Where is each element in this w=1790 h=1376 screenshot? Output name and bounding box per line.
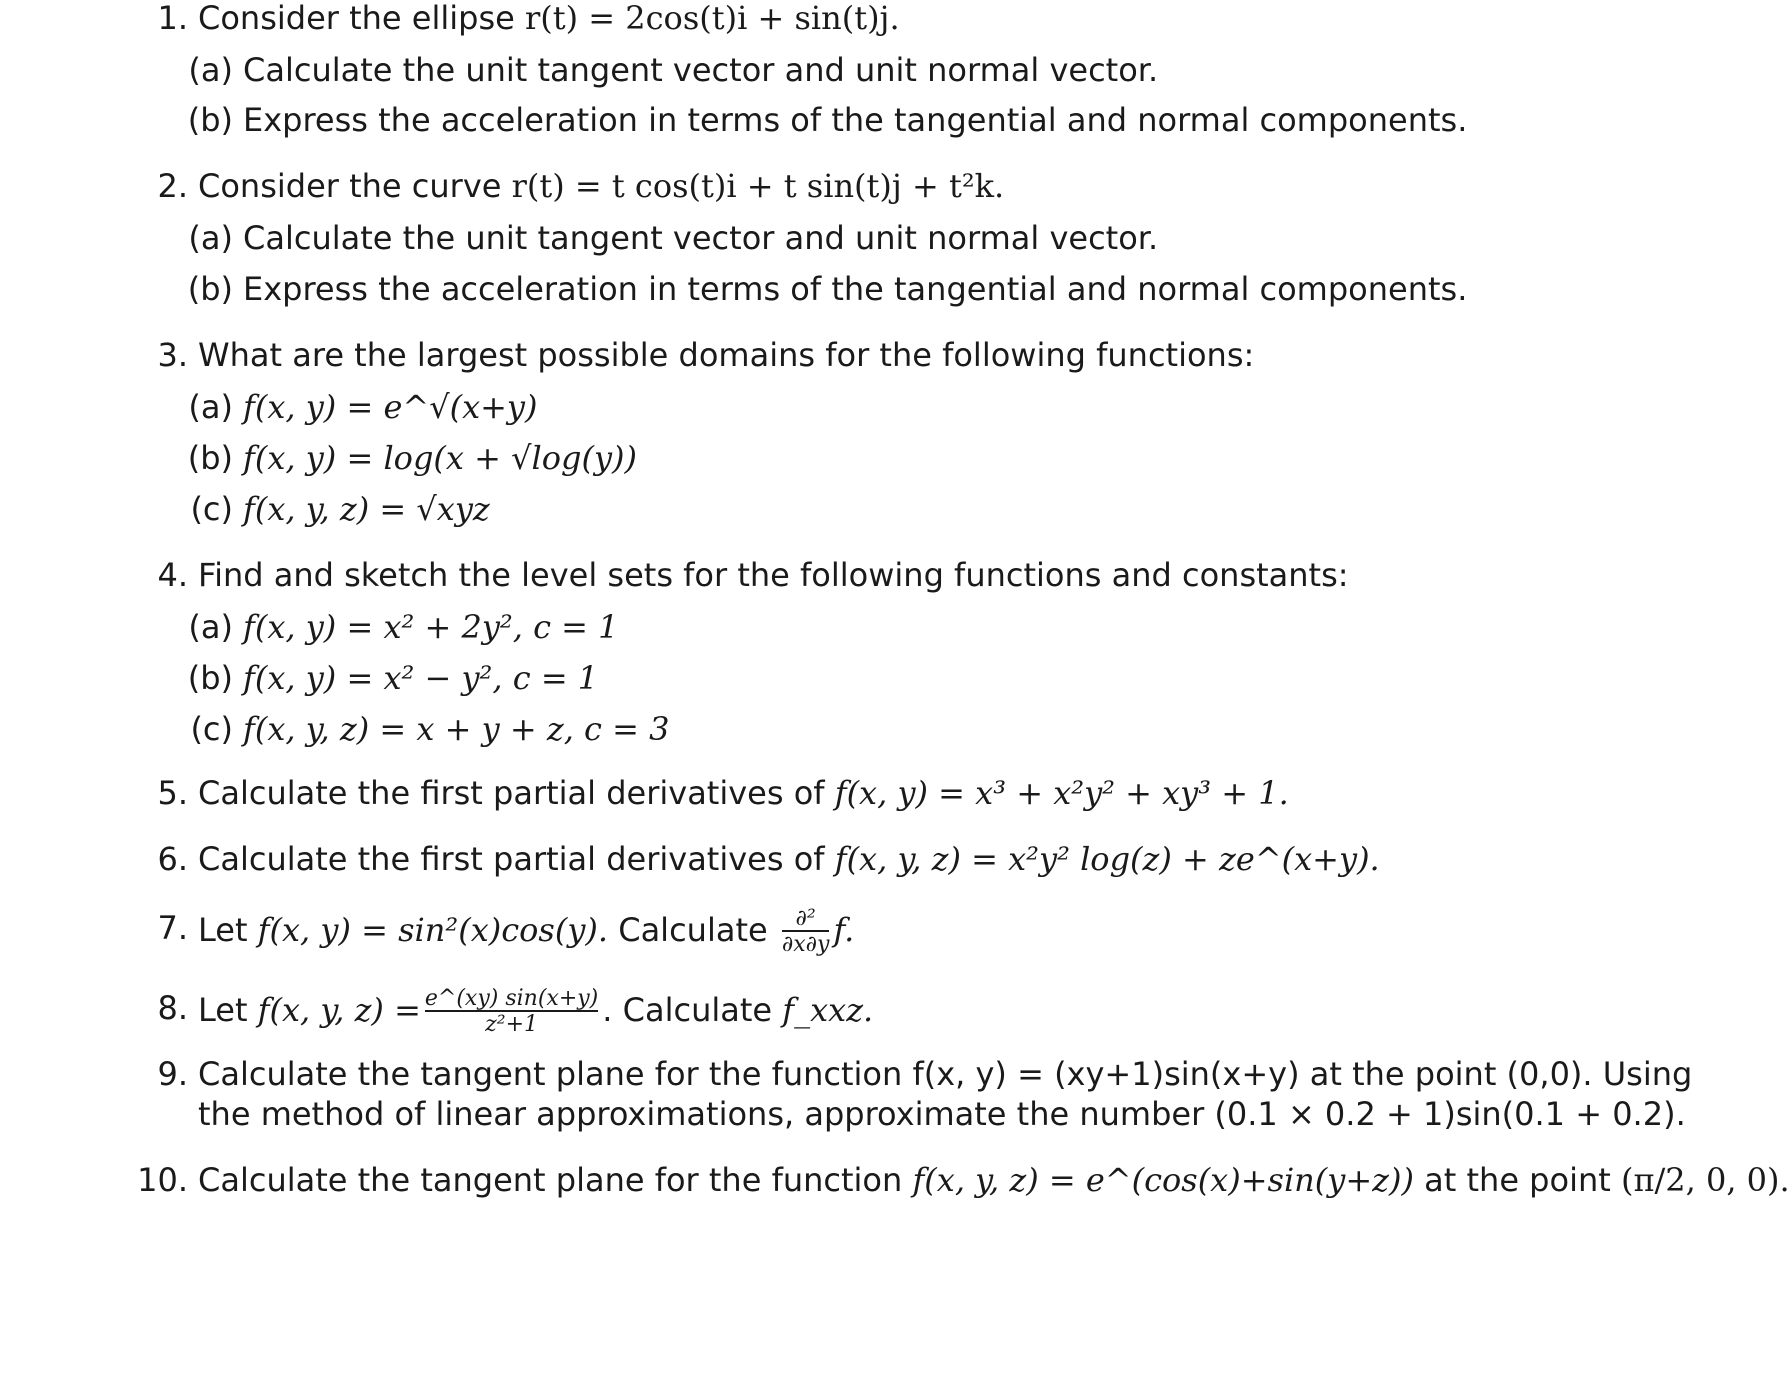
problem-text: Calculate the first partial derivatives of (198, 840, 835, 878)
problem-text: Let (198, 911, 258, 949)
problem-number: 2. (157, 167, 188, 205)
problem-formula: f(x, y, z) = (257, 991, 421, 1029)
problem-text-middle: at the point (1413, 1161, 1621, 1199)
part-label: (b) (187, 270, 233, 308)
function-fraction (425, 988, 598, 1036)
part-formula: f(x, y) = e^√(x+y) (243, 388, 538, 426)
part-label: (a) (188, 388, 233, 426)
part-text: Calculate the unit tangent vector and unit normal vector. (243, 219, 1159, 257)
problem-suffix: f. (833, 911, 855, 949)
problem-text: Calculate the tangent plane for the function (198, 1161, 913, 1199)
part-label: (c) (190, 490, 233, 528)
problem-number: 7. (157, 909, 188, 947)
part-text: Express the acceleration in terms of the tangential and normal components. (243, 101, 1468, 139)
problem-text: Calculate the tangent plane for the function f(x, y) = (xy+1)sin(x+y) at the point (0,0). Using (198, 1055, 1693, 1093)
fraction-numerator: ∂² (795, 906, 816, 931)
problem-number: 9. (157, 1055, 188, 1093)
problem-text-middle: Calculate (608, 911, 778, 949)
problem-point: (π/2, 0, 0). (1620, 1161, 1790, 1199)
problem-text: Calculate the first partial derivatives of (198, 774, 835, 812)
problem-number: 6. (157, 840, 188, 878)
problem-number: 8. (157, 989, 188, 1027)
part-text: Calculate the unit tangent vector and unit normal vector. (243, 51, 1159, 89)
problem-number: 1. (157, 0, 188, 37)
part-label: (a) (188, 608, 233, 646)
part-label: (b) (187, 101, 233, 139)
problem-text: Let (198, 991, 258, 1029)
problem-text: What are the largest possible domains for the following functions: (198, 336, 1255, 374)
problem-number: 10. (137, 1161, 188, 1199)
partial-derivative-fraction (782, 908, 830, 956)
problem-number: 5. (157, 774, 188, 812)
problem-number: 3. (157, 336, 188, 374)
problem-text: Find and sketch the level sets for the following functions and constants: (198, 556, 1349, 594)
part-label: (a) (188, 219, 233, 257)
part-formula: f(x, y) = log(x + √log(y)) (243, 439, 638, 477)
part-formula: f(x, y) = x² + 2y², c = 1 (243, 608, 619, 646)
problem-text: Consider the ellipse (198, 0, 525, 37)
problem-formula: f(x, y) = x³ + x²y² + xy³ + 1. (834, 774, 1289, 812)
problem-text: the method of linear approximations, approximate the number (0.1 × 0.2 + 1)sin(0.1 + 0.2). (198, 1095, 1686, 1133)
part-text: Express the acceleration in terms of the tangential and normal components. (243, 270, 1468, 308)
problem-formula: f(x, y) = sin²(x)cos(y). (257, 911, 609, 949)
fraction-denominator: z²+1 (425, 1010, 598, 1036)
problem-formula: r(t) = t cos(t)i + t sin(t)j + t²k. (511, 167, 1005, 205)
problem-number: 4. (157, 556, 188, 594)
fraction-denominator: ∂x∂y (781, 932, 830, 957)
part-label: (b) (187, 659, 233, 697)
problem-text-middle: . Calculate (602, 991, 783, 1029)
part-label: (c) (190, 710, 233, 748)
part-label: (a) (188, 51, 233, 89)
fraction-numerator: e^(xy) sin(x+y) (424, 986, 599, 1011)
part-formula: f(x, y) = x² − y², c = 1 (243, 659, 599, 697)
problem-formula: f(x, y, z) = x²y² log(z) + ze^(x+y). (834, 840, 1380, 878)
part-formula: f(x, y, z) = √xyz (243, 490, 490, 528)
part-label: (b) (187, 439, 233, 477)
problem-suffix: f_xxz. (782, 991, 874, 1029)
problem-formula: r(t) = 2cos(t)i + sin(t)j. (524, 0, 900, 37)
problem-formula: f(x, y, z) = e^(cos(x)+sin(y+z)) (912, 1161, 1414, 1199)
problem-text: Consider the curve (198, 167, 512, 205)
part-formula: f(x, y, z) = x + y + z, c = 3 (243, 710, 670, 748)
